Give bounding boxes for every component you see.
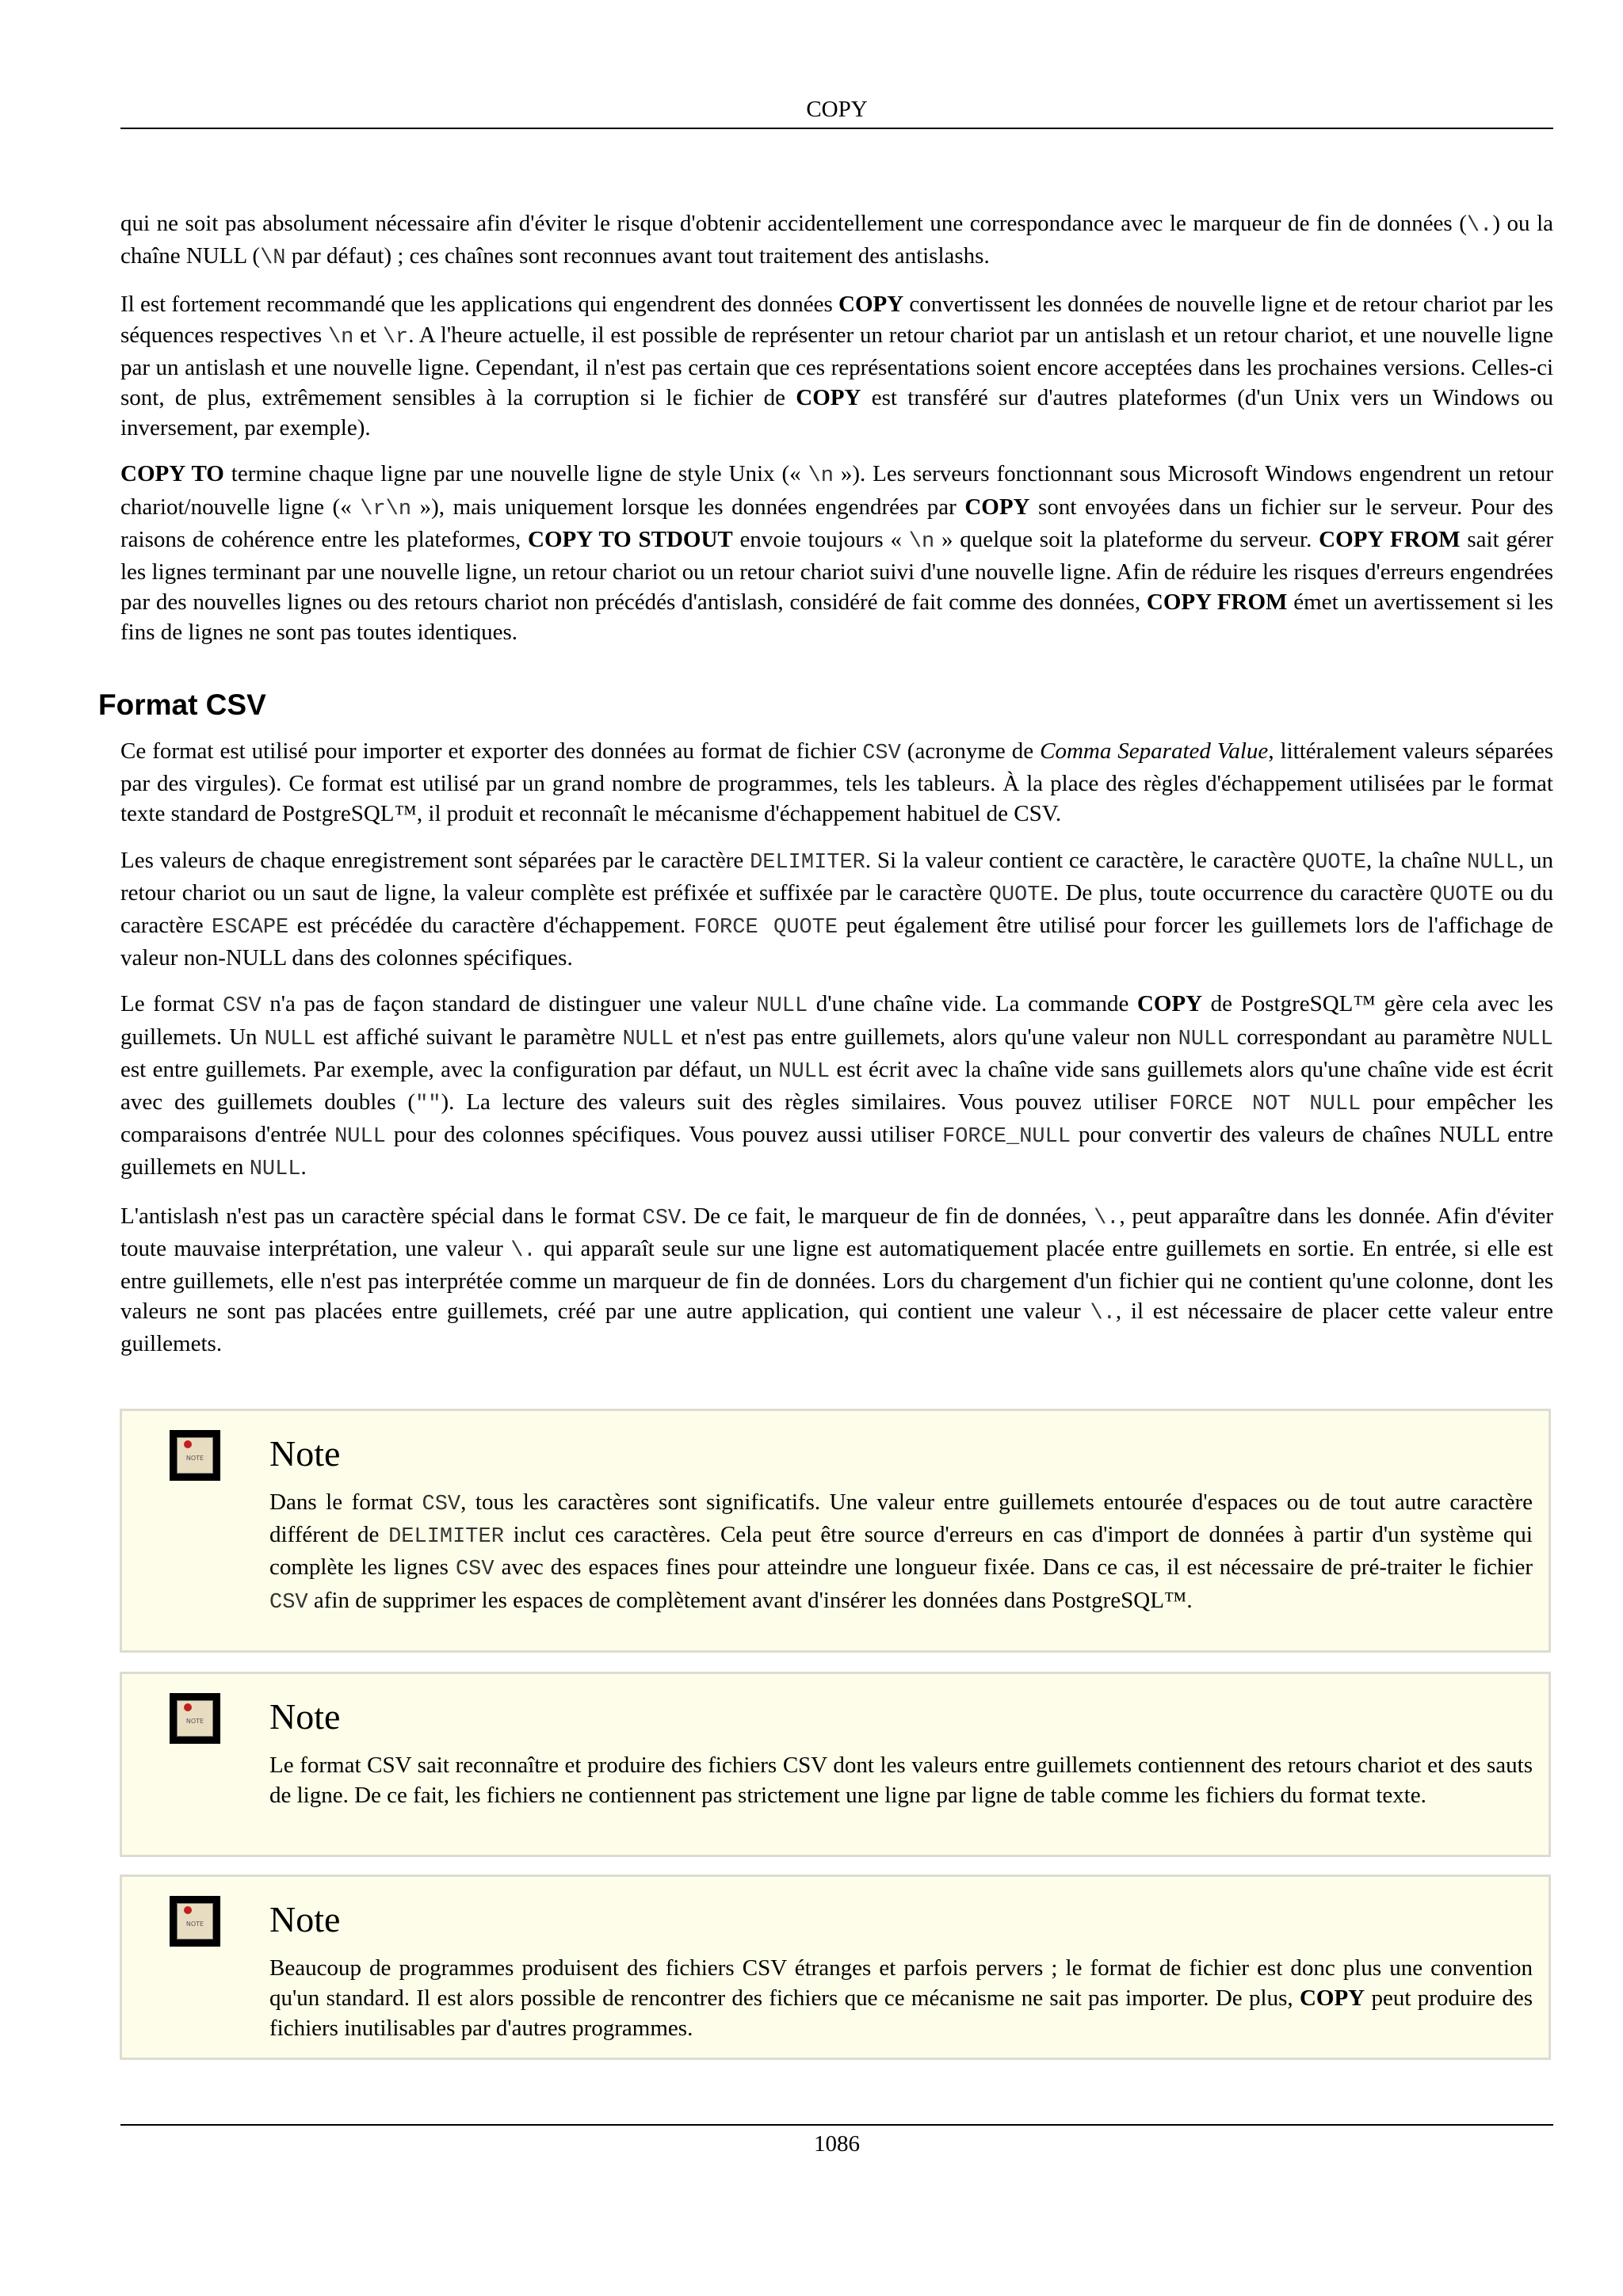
text-run: sait gérer les lignes terminant par une nouvelle ligne, un retour chariot ou un retour chariot suivi d'une nouvelle ligne. Afin de réduire les risques d'erreurs engendrées par des nouvelles lignes ou des retours chariot non précédés d'antislash, considéré de fait comme des données, <box>120 526 1553 616</box>
note-title: Note <box>269 1696 341 1737</box>
code-literal: FORCE_NULL <box>942 1125 1071 1150</box>
text-run: convertissent les données de nouvelle ligne et de retour chariot par les séquences respectives <box>120 292 1553 348</box>
code-literal: \. <box>510 1238 537 1263</box>
text-run: qui apparaît seule sur une ligne est automatiquement placée entre guillemets en sortie. En entrée, si elle est entre guillemets, elle n'est pas interprétée comme un marqueur de fin de données. Lors du chargement d'un fichier qui ne contient qu'une colonne, dont les valeurs ne sont pas placées entre guillemets, créé par une autre application, qui contient une valeur <box>120 1235 1553 1325</box>
text-run: sont envoyées dans un fichier sur le serveur. Pour des raisons de cohérence entre les plateformes, <box>120 494 1553 552</box>
text-run: , la chaîne <box>1366 847 1468 873</box>
code-literal: \n <box>808 464 834 489</box>
code-literal: \r <box>382 325 409 349</box>
text-run: et <box>353 322 383 348</box>
note-text <box>269 1953 1533 2044</box>
text-run: est entre guillemets. Par exemple, avec la configuration par défaut, un <box>120 1056 779 1082</box>
text-run: pour des colonnes spécifiques. Vous pouvez aussi utiliser <box>385 1122 942 1148</box>
text-run: . <box>300 1154 307 1180</box>
text-run: Le format <box>120 991 223 1017</box>
text-run: avec des espaces fines pour atteindre une longueur fixée. Dans ce cas, il est nécessaire de pré-traiter le fichier <box>494 1554 1533 1581</box>
text-run: est affiché suivant le paramètre <box>315 1024 623 1050</box>
text-run: correspondant au paramètre <box>1229 1024 1503 1050</box>
code-literal: CSV <box>223 994 262 1019</box>
note-box <box>120 1409 1551 1653</box>
text-run: inclut ces caractères. Cela peut être source d'erreurs en cas d'import de données à partir d'un système qui complète les lignes <box>269 1522 1533 1581</box>
code-literal: \. <box>1094 1206 1120 1230</box>
running-header: COPY <box>806 97 868 122</box>
code-literal: NULL <box>622 1027 674 1051</box>
page-number: 1086 <box>814 2131 860 2157</box>
italic-term: Comma Separated Value <box>1040 738 1269 764</box>
text-run: . A l'heure actuelle, il est possible de représenter un retour chariot par un antislash et un retour chariot, et une nouvelle ligne par un antislash et une nouvelle ligne. Cependant, il n'est pas certain que ces représentations soient encore acceptées dans les prochaines versions. Celles-ci sont, de plus, extrêmement sensibles à la corruption si le fichier de <box>120 322 1553 411</box>
note-icon-label: NOTE <box>185 1920 204 1928</box>
text-run: . De ce fait, le marqueur de fin de données, <box>681 1203 1094 1229</box>
code-literal: DELIMITER <box>388 1525 504 1550</box>
text-run: , tous les caractères sont significatifs. Une valeur entre guillemets entourée d'espaces ou de tout autre caractère différent de <box>269 1489 1533 1548</box>
bold-term: COPY <box>796 385 861 411</box>
text-run: ou du caractère <box>120 879 1553 939</box>
bold-term: COPY <box>1136 991 1203 1017</box>
text-run: , il est nécessaire de placer cette valeur entre guillemets. <box>120 1299 1553 1357</box>
code-literal: CSV <box>455 1558 495 1582</box>
code-literal: CSV <box>642 1206 682 1230</box>
text-run: L'antislash n'est pas un caractère spécial dans le format <box>120 1203 643 1229</box>
note-box <box>120 1672 1551 1857</box>
text-run: d'une chaîne vide. La commande <box>808 991 1137 1017</box>
code-literal: NULL <box>249 1158 301 1182</box>
text-run: , littéralement valeurs séparées par des virgules). Ce format est utilisé par un grand nombre de programmes, tels les tableurs. À la place des règles d'échappement utilisées par le format texte standard de PostgreSQL™, il produit et reconnaît le mécanisme d'échappement habituel de CSV. <box>120 738 1553 827</box>
text-run: envoie toujours « <box>732 526 909 552</box>
text-run: »), mais uniquement lorsque les données engendrées par <box>411 494 965 520</box>
paragraph <box>120 289 1553 443</box>
text-run: émet un avertissement si les fins de lignes ne sont pas toutes identiques. <box>120 589 1554 646</box>
bold-term: COPY <box>838 292 904 318</box>
text-run: peut également être utilisé pour forcer les guillemets lors de l'affichage de valeur non-NULL dans des colonnes spécifiques. <box>120 913 1553 971</box>
text-run: » quelque soit la plateforme du serveur. <box>934 526 1319 552</box>
text-run: Ce format est utilisé pour importer et exporter des données au format de fichier <box>120 738 863 764</box>
text-run: est écrit avec la chaîne vide sans guillemets alors qu'une chaîne vide est écrit avec des guillemets doubles ( <box>120 1056 1553 1116</box>
text-run: . De plus, toute occurrence du caractère <box>1052 879 1430 906</box>
note-icon-label: NOTE <box>185 1718 204 1725</box>
text-run: termine chaque ligne par une nouvelle ligne de style Unix (« <box>223 461 808 487</box>
bold-term: COPY TO STDOUT <box>528 526 733 552</box>
code-literal: NULL <box>1178 1027 1230 1051</box>
text-run: Les valeurs de chaque enregistrement sont séparées par le caractère <box>120 847 750 873</box>
code-literal: \N <box>260 246 286 271</box>
text-run: qui ne soit pas absolument nécessaire afin d'éviter le risque d'obtenir accidentellement une correspondance avec le marqueur de fin de données ( <box>120 211 1467 236</box>
bold-term: COPY TO <box>120 461 224 487</box>
code-literal: \. <box>1466 214 1493 238</box>
bold-term: COPY <box>964 494 1030 520</box>
code-literal: QUOTE <box>1302 850 1367 875</box>
text-run: pour convertir des valeurs de chaînes NULL entre guillemets en <box>120 1122 1553 1180</box>
footer-rule <box>120 2124 1553 2126</box>
header-rule <box>120 128 1553 129</box>
paragraph <box>120 989 1553 1184</box>
code-literal: CSV <box>269 1590 308 1615</box>
text-run: Beaucoup de programmes produisent des fichiers CSV étranges et parfois pervers ; le format de fichier est donc plus une convention qu'un standard. Il est alors possible de rencontrer des fichiers que ce mécanisme ne sait pas importer. De plus, <box>269 1955 1533 2012</box>
intro-text-block <box>120 208 1553 664</box>
text-run: ). La lecture des valeurs suit des règles similaires. Vous pouvez utiliser <box>441 1089 1170 1116</box>
paragraph <box>120 1201 1553 1360</box>
paragraph <box>120 845 1553 974</box>
bold-term: COPY FROM <box>1319 526 1461 552</box>
text-run: Il est fortement recommandé que les applications qui engendrent des données <box>120 292 838 318</box>
note-text <box>269 1487 1533 1618</box>
text-run: »). Les serveurs fonctionnant sous Microsoft Windows engendrent un retour chariot/nouvelle ligne (« <box>120 461 1554 520</box>
text-run: peut produire des fichiers inutilisables par d'autres programmes. <box>269 1985 1533 2042</box>
text-run: est transféré sur d'autres plateformes (d'un Unix vers un Windows ou inversement, par exemple). <box>120 385 1553 441</box>
text-run: afin de supprimer les espaces de complètement avant d'insérer les données dans PostgreSQL™. <box>307 1587 1193 1613</box>
code-literal: \n <box>908 529 935 554</box>
code-literal: ESCAPE <box>212 916 289 940</box>
text-run: , peut apparaître dans les donnée. Afin d'éviter toute mauvaise interprétation, une valeur <box>120 1203 1553 1261</box>
note-icon <box>170 1896 220 1947</box>
text-run: , un retour chariot ou un saut de ligne, la valeur complète est préfixée et suffixée par le caractère <box>120 847 1553 906</box>
paragraph <box>120 736 1553 830</box>
text-run: de PostgreSQL™ gère cela avec les guillemets. Un <box>120 991 1554 1050</box>
code-literal: NULL <box>264 1027 316 1051</box>
code-literal: CSV <box>862 742 901 765</box>
text-run: ) ou la chaîne NULL ( <box>120 211 1553 269</box>
text-run: . Si la valeur contient ce caractère, le caractère <box>865 847 1303 873</box>
text-run: et n'est pas entre guillemets, alors qu'une valeur non <box>674 1024 1178 1050</box>
text-run: Dans le format <box>269 1489 422 1515</box>
code-literal: NULL <box>334 1125 386 1150</box>
paragraph <box>120 208 1553 273</box>
note-title: Note <box>269 1899 341 1939</box>
note-title: Note <box>269 1433 341 1474</box>
code-literal: NULL <box>1502 1027 1554 1051</box>
code-literal: \r\n <box>360 497 412 521</box>
note-icon-label: NOTE <box>185 1455 204 1462</box>
text-run: est précédée du caractère d'échappement. <box>288 913 694 939</box>
code-literal: FORCE NOT NULL <box>1169 1093 1361 1117</box>
code-literal: CSV <box>422 1493 461 1516</box>
note-text <box>269 1750 1533 1810</box>
code-literal: \. <box>1090 1302 1116 1326</box>
code-literal: QUOTE <box>988 883 1053 907</box>
text-run: n'a pas de façon standard de distinguer une valeur <box>261 991 757 1017</box>
code-literal: "" <box>415 1093 441 1117</box>
code-literal: DELIMITER <box>750 850 865 875</box>
paragraph <box>120 459 1553 647</box>
bold-term: COPY <box>1299 1985 1365 2012</box>
code-literal: \n <box>327 325 354 349</box>
code-literal: NULL <box>1467 850 1518 875</box>
text-run: Le format CSV sait reconnaître et produire des fichiers CSV dont les valeurs entre guillemets contiennent des retours chariot et des sauts de ligne. De ce fait, les fichiers ne contiennent pas strictement une ligne par ligne de table comme les fichiers du format texte. <box>269 1753 1533 1809</box>
text-run: (acronyme de <box>900 738 1041 764</box>
code-literal: NULL <box>756 994 808 1019</box>
text-run: par défaut) ; ces chaînes sont reconnues avant tout traitement des antislashs. <box>285 243 990 269</box>
code-literal: FORCE QUOTE <box>693 916 838 940</box>
note-icon <box>170 1693 220 1744</box>
code-literal: QUOTE <box>1429 883 1494 907</box>
note-icon <box>170 1430 220 1481</box>
text-run: pour empêcher les comparaisons d'entrée <box>120 1089 1554 1148</box>
bold-term: COPY FROM <box>1146 589 1288 616</box>
code-literal: NULL <box>778 1059 831 1084</box>
section-title: Format CSV <box>98 688 266 721</box>
note-box <box>120 1875 1551 2060</box>
csv-text-block <box>120 736 1553 1375</box>
